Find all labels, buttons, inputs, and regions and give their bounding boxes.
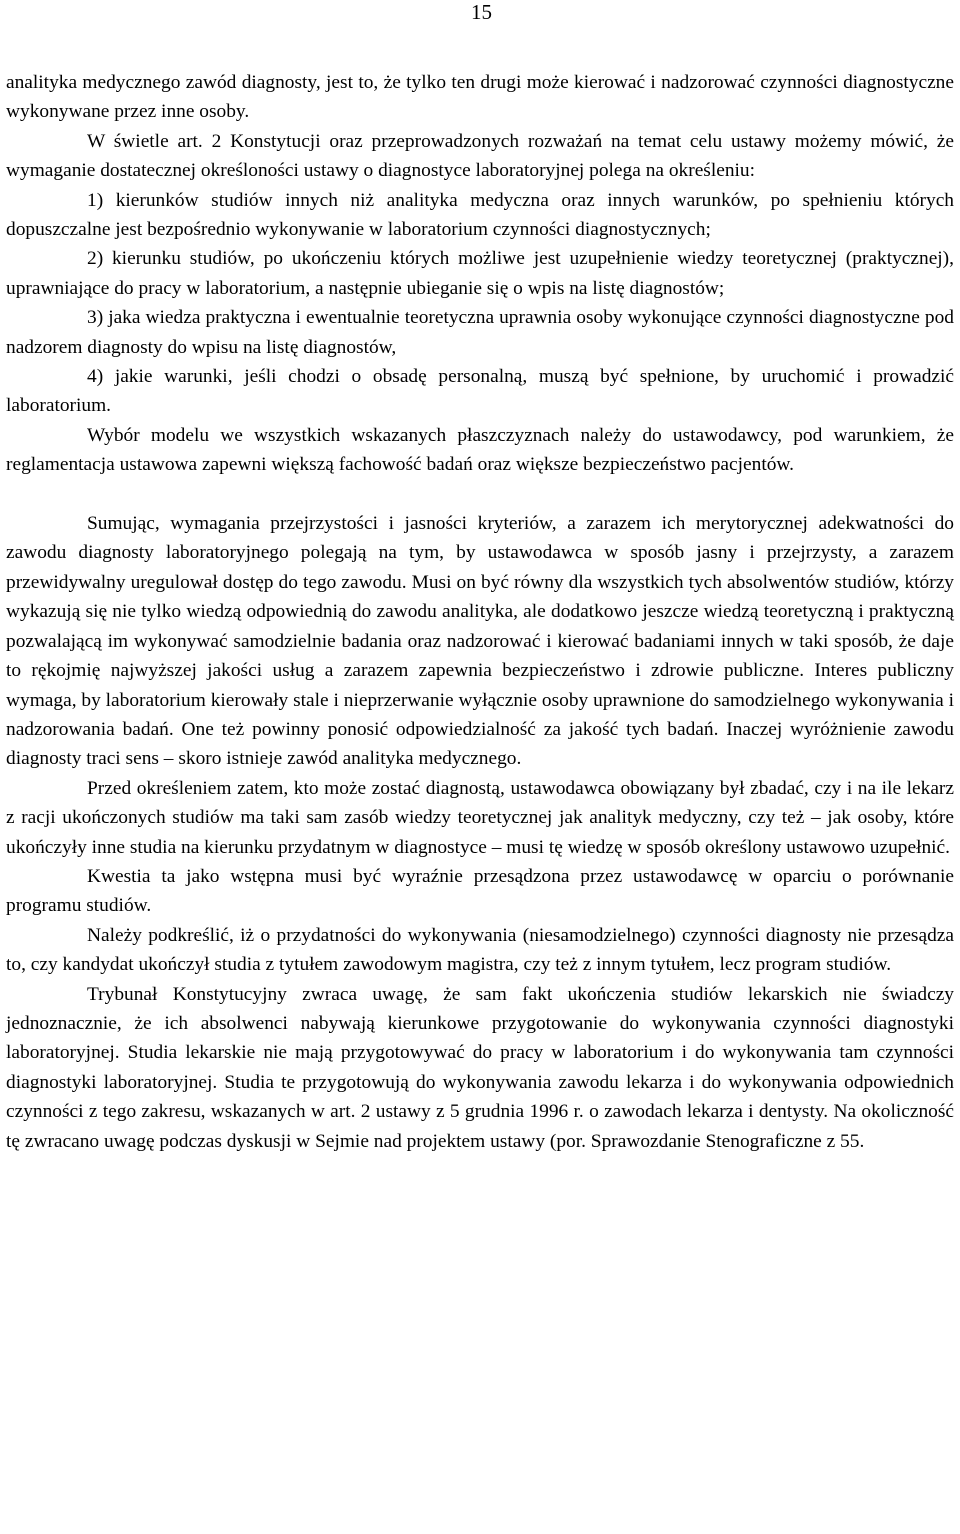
paragraph: Sumując, wymagania przejrzystości i jasności kryteriów, a zarazem ich merytorycznej adekwatności do zawodu diagnosty laboratoryjnego polegają na tym, by ustawodawca w sposób jasny i przejrzysty, a zarazem przewidywalny uregulował dostęp do tego zawodu. Musi on być równy dla wszystkich tych absolwentów studiów, którzy wykazują się nie tylko wiedzą odpowiednią do zawodu analityka, ale dodatkowo jeszcze wiedzą teoretyczną i praktyczną pozwalającą im wykonywać samodzielnie badania oraz nadzorować i kierować badaniami innych w taki sposób, że daje to rękojmię najwyższej jakości usług a zarazem zapewnia bezpieczeństwo i zdrowie publiczne. Interes publiczny wymaga, by laboratorium kierowały stale i nieprzerwanie wyłącznie osoby uprawnione do samodzielnego wykonywania i nadzorowania badań. One też powinny ponosić odpowiedzialność za jakość tych badań. Inaczej wyróżnienie zawodu diagnosty traci sens – skoro istnieje zawód analityka medycznego. bbox=[6, 513, 954, 770]
paragraph: analityka medycznego zawód diagnosty, jest to, że tylko ten drugi może kierować i nadzorować czynności diagnostyczne wykonywane przez inne osoby. bbox=[6, 72, 954, 123]
list-item: 2) kierunku studiów, po ukończeniu których możliwe jest uzupełnienie wiedzy teoretycznej (praktycznej), uprawniające do pracy w laboratorium, a następnie ubieganie się o wpis na listę diagnostów; bbox=[6, 248, 954, 299]
list-item: 1) kierunków studiów innych niż analityka medyczna oraz innych warunków, po spełnieniu których dopuszczalne jest bezpośrednio wykonywanie w laboratorium czynności diagnostycznych; bbox=[6, 189, 954, 241]
paragraph: Należy podkreślić, iż o przydatności do wykonywania (niesamodzielnego) czynności diagnosty nie przesądza to, czy kandydat ukończył studia z tytułem zawodowym magistra, czy też z innym tytułem, lecz program studiów. bbox=[6, 924, 954, 976]
list-item: 3) jaka wiedza praktyczna i ewentualnie teoretyczna uprawnia osoby wykonujące czynności diagnostyczne pod nadzorem diagnosty do wpisu na listę diagnostów, bbox=[6, 307, 954, 358]
list-item: 4) jakie warunki, jeśli chodzi o obsadę personalną, muszą być spełnione, by uruchomić i prowadzić laboratorium. bbox=[6, 366, 954, 417]
paragraph: Kwestia ta jako wstępna musi być wyraźnie przesądzona przez ustawodawcę w oparciu o porównanie programu studiów. bbox=[6, 865, 954, 917]
paragraph: Wybór modelu we wszystkich wskazanych płaszczyznach należy do ustawodawcy, pod warunkiem, że reglamentacja ustawowa zapewni większą fachowość badań oraz większe bezpieczeństwo pacjentów. bbox=[6, 424, 954, 476]
document-body bbox=[6, 68, 954, 1156]
paragraph: Przed określeniem zatem, kto może zostać diagnostą, ustawodawca obowiązany był zbadać, czy i na ile lekarz z racji ukończonych studiów ma taki sam zasób wiedzy teoretycznej jak analityk medyczny, czy też – jak osoby, które ukończyły inne studia na kierunku przydatnym w diagnostyce – musi tę wiedzę w sposób określony ustawowo uzupełnić. bbox=[6, 777, 954, 858]
page-number: 15 bbox=[471, 0, 492, 24]
paragraph: W świetle art. 2 Konstytucji oraz przeprowadzonych rozważań na temat celu ustawy możemy mówić, że wymaganie dostatecznej określoności ustawy o diagnostyce laboratoryjnej polega na określeniu: bbox=[6, 130, 954, 182]
paragraph: Trybunał Konstytucyjny zwraca uwagę, że sam fakt ukończenia studiów lekarskich nie świadczy jednoznacznie, że ich absolwenci nabywają kierunkowe przygotowanie do wykonywania czynności diagnostyki laboratoryjnej. Studia lekarskie nie mają przygotowywać do pracy w laboratorium i do wykonywania tam czynności diagnostyki laboratoryjnej. Studia te przygotowują do wykonywania zawodu lekarza i do wykonywania odpowiednich czynności z tego zakresu, wskazanych w art. 2 ustawy z 5 grudnia 1996 r. o zawodach lekarza i dentysty. Na okoliczność tę zwracano uwagę podczas dyskusji w Sejmie nad projektem ustawy (por. Sprawozdanie Stenograficzne z 55. bbox=[6, 983, 954, 1152]
